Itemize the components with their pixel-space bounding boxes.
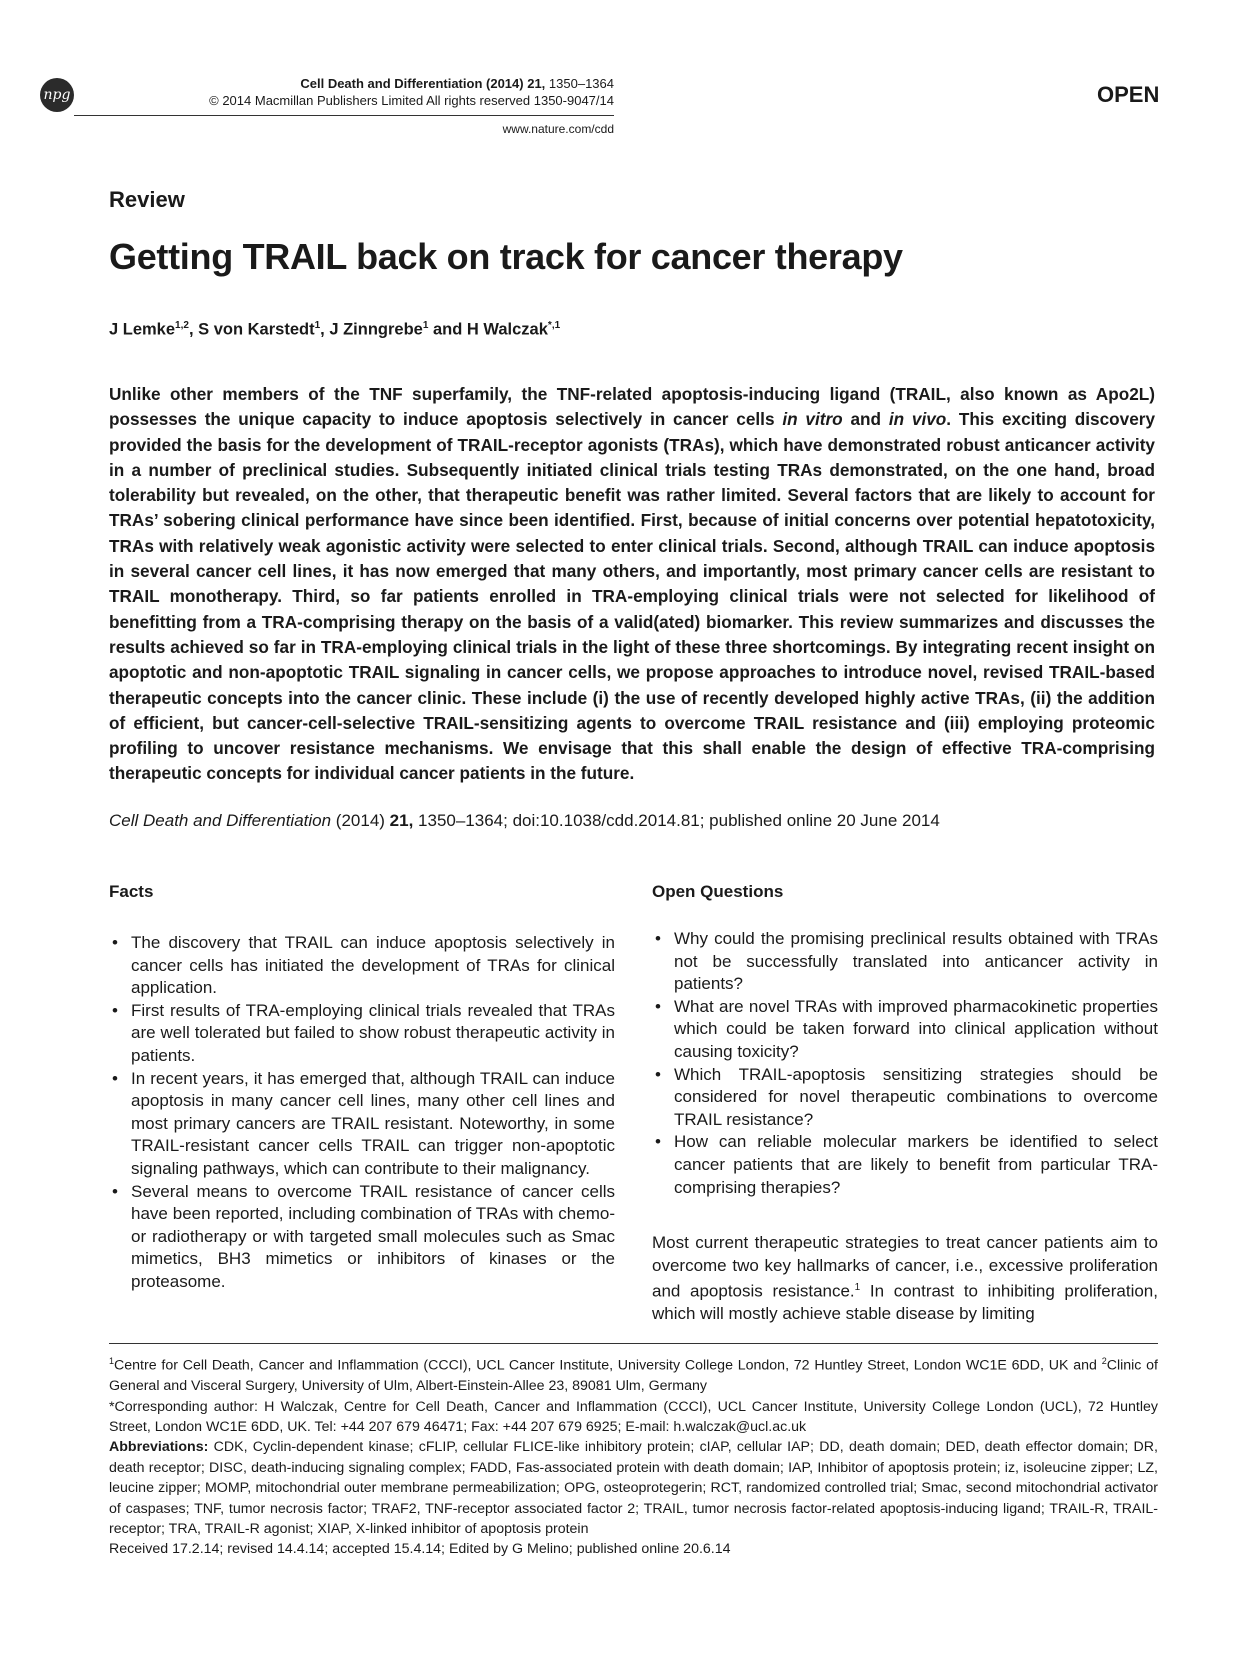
author-affiliation-marker: 1	[314, 320, 321, 331]
author-separator: ,	[188, 320, 199, 339]
affiliation-marker: 2	[1101, 1356, 1107, 1366]
citation-year: (2014)	[331, 811, 390, 830]
body-text: Most current therapeutic strategies to treat cancer patients aim to overcome two key hallmarks of cancer, i.e., excessive proliferation and apoptosis resistance.	[652, 1233, 1158, 1301]
journal-name: Cell Death and Differentiation	[300, 76, 483, 91]
list-item: • Which TRAIL-apoptosis sensitizing strategies should be considered for novel therapeutic combinations to overcome TRAIL resistance?	[652, 1064, 1158, 1132]
list-item: • Why could the promising preclinical results obtained with TRAs not be successfully translated into anticancer activity in patients?	[652, 928, 1158, 996]
open-questions-heading: Open Questions	[652, 882, 784, 901]
journal-line	[300, 76, 614, 91]
citation-journal: Cell Death and Differentiation	[109, 811, 332, 830]
citation-volume: 21,	[389, 811, 414, 830]
author-name: J Lemke	[109, 320, 176, 339]
facts-heading: Facts	[109, 882, 154, 901]
logo-text: npg	[43, 87, 71, 103]
abstract-text: . This exciting discovery provided the basis for the development of TRAIL-receptor agonists (TRAs), which have demonstrated robust anticancer activity in a number of preclinical studies. Subsequently initiated clinical trials testing TRAs demonstrated, on the one hand, broad tolerability but revealed, on the other, that therapeutic benefit was rather limited. Several factors that are likely to account for TRAs’ sobering clinical performance have since been identified. First, because of initial concerns over potential hepatotoxicity, TRAs with relatively weak agonistic activity were selected to enter clinical trials. Second, although TRAIL can induce apoptosis in several cancer cell lines, it has now emerged that many others, and importantly, most primary cancer cells are resistant to TRAIL monotherapy. Third, so far patients enrolled in TRA-employing clinical trials were not selected for likelihood of benefitting from a TRA-comprising therapy on the basis of a valid(ated) biomarker. This review summarizes and discusses the results achieved so far in TRA-employing clinical trials in the light of these three shortcomings. By integrating recent insight on apoptotic and non-apoptotic TRAIL signaling in cancer cells, we propose approaches to introduce novel, revised TRAIL-based therapeutic concepts into the cancer clinic. These include (i) the use of recently developed highly active TRAs, (ii) the addition of efficient, but cancer-cell-selective TRAIL-sensitizing agents to overcome TRAIL resistance and (iii) employing proteomic profiling to uncover resistance mechanisms. We envisage that this shall enable the design of effective TRA-comprising therapeutic concepts for individual cancer patients in the future.	[109, 409, 1155, 784]
abstract-italic: in vivo	[888, 409, 947, 430]
journal-year: (2014)	[486, 76, 524, 91]
abbreviations-text: CDK, Cyclin-dependent kinase; cFLIP, cellular FLICE-like inhibitory protein; cIAP, cellular IAP; DD, death domain; DED, death effector domain; DR, death receptor; DISC, death-inducing signaling complex; FADD, Fas-associated protein with death domain; IAP, Inhibitor of apoptosis protein; iz, isoleucine zipper; LZ, leucine zipper; MOMP, mitochondrial outer membrane permeabilization; OPG, osteoprotegerin; RCT, randomized controlled trial; Smac, second mitochondrial activator of caspases; TNF, tumor necrosis factor; TRAF2, TNF-receptor associated factor 2; TRAIL, tumor necrosis factor-related apoptosis-inducing ligand; TRAIL-R, TRAIL-receptor; TRA, TRAIL-R agonist; XIAP, X-linked inhibitor of apoptosis protein	[109, 1439, 1158, 1537]
publisher-logo	[40, 78, 74, 112]
footnote-rule	[109, 1343, 1158, 1344]
body-text: In contrast to inhibiting proliferation, which will mostly achieve stable disease by limiting	[652, 1281, 1158, 1324]
open-questions-list	[652, 928, 1158, 1199]
reference-marker[interactable]: 1	[854, 1282, 861, 1294]
received-dates: Received 17.2.14; revised 14.4.14; accepted 15.4.14; Edited by G Melino; published online 20.6.14	[109, 1541, 731, 1558]
affiliations	[109, 1351, 1158, 1397]
list-item: • In recent years, it has emerged that, although TRAIL can induce apoptosis in many cancer cell lines, many other cell lines and most primary cancers are TRAIL resistant. Noteworthy, in some TRAIL-resistant cancer cells TRAIL can trigger non-apoptotic signaling pathways, which can contribute to their malignancy.	[109, 1068, 615, 1181]
author-separator: and	[428, 320, 467, 339]
affiliation-marker: 1	[109, 1356, 115, 1366]
list-item: • The discovery that TRAIL can induce apoptosis selectively in cancer cells has initiated the development of TRAs for clinical application.	[109, 932, 615, 1000]
abstract-text: Unlike other members of the TNF superfamily, the TNF-related apoptosis-inducing ligand (TRAIL, also known as Apo2L) possesses the unique capacity to induce apoptosis selectively in cancer cells	[109, 384, 1155, 430]
corresponding-author: *Corresponding author: H Walczak, Centre for Cell Death, Cancer and Inflammation (CCCI), UCL Cancer Institute, University College London (UCL), 72 Huntley Street, London WC1E 6DD, UK. Tel: +44 207 679 46471; Fax: +44 207 679 6925; E-mail: h.walczak@ucl.ac.uk	[109, 1398, 1158, 1435]
journal-volume: 21,	[527, 76, 546, 91]
body-paragraph	[652, 1232, 1158, 1326]
section-label: Review	[109, 187, 185, 212]
journal-url[interactable]: www.nature.com/cdd	[502, 122, 614, 136]
list-item: • First results of TRA-employing clinical trials revealed that TRAs are well tolerated but failed to show robust therapeutic activity in patients.	[109, 1000, 615, 1068]
article-title: Getting TRAIL back on track for cancer therapy	[109, 236, 903, 277]
author-name: H Walczak	[466, 320, 548, 339]
journal-pages: 1350–1364	[548, 76, 614, 91]
abstract	[109, 382, 1155, 787]
open-access-label: OPEN	[1097, 82, 1160, 107]
citation-doi: 1350–1364; doi:10.1038/cdd.2014.81; published online 20 June 2014	[413, 811, 940, 830]
author-list	[109, 320, 560, 340]
abstract-text: and	[842, 409, 889, 430]
list-item: • What are novel TRAs with improved pharmacokinetic properties which could be taken forward into clinical application without causing toxicity?	[652, 996, 1158, 1064]
header-rule	[74, 115, 614, 116]
list-item: • How can reliable molecular markers be identified to select cancer patients that are likely to benefit from particular TRA-comprising therapies?	[652, 1131, 1158, 1199]
author-separator: ,	[320, 320, 330, 339]
list-item: • Several means to overcome TRAIL resistance of cancer cells have been reported, including combination of TRAs with chemo- or radiotherapy or with targeted small molecules such as Smac mimetics, BH3 mimetics or inhibitors of kinases or the proteasome.	[109, 1181, 615, 1294]
affiliation-text: Centre for Cell Death, Cancer and Inflammation (CCCI), UCL Cancer Institute, University College London, 72 Huntley Street, London WC1E 6DD, UK and	[114, 1357, 1102, 1374]
copyright-line: © 2014 Macmillan Publishers Limited All rights reserved 1350-9047/14	[209, 93, 614, 108]
author-name: J Zinngrebe	[329, 320, 423, 339]
author-affiliation-marker: 1,2	[175, 320, 189, 331]
affiliation-text: Clinic of General and Visceral Surgery, University of Ulm, Albert-Einstein-Allee 23, 89081 Ulm, Germany	[109, 1357, 1158, 1395]
footnotes	[109, 1351, 1158, 1560]
citation-line	[109, 811, 940, 831]
abbreviations	[109, 1437, 1158, 1539]
author-affiliation-marker: 1	[422, 320, 429, 331]
abstract-italic: in vitro	[782, 409, 843, 430]
author-name: S von Karstedt	[198, 320, 315, 339]
abbreviations-label: Abbreviations:	[109, 1439, 209, 1456]
author-affiliation-marker: *,1	[547, 320, 561, 331]
facts-list	[109, 932, 615, 1294]
